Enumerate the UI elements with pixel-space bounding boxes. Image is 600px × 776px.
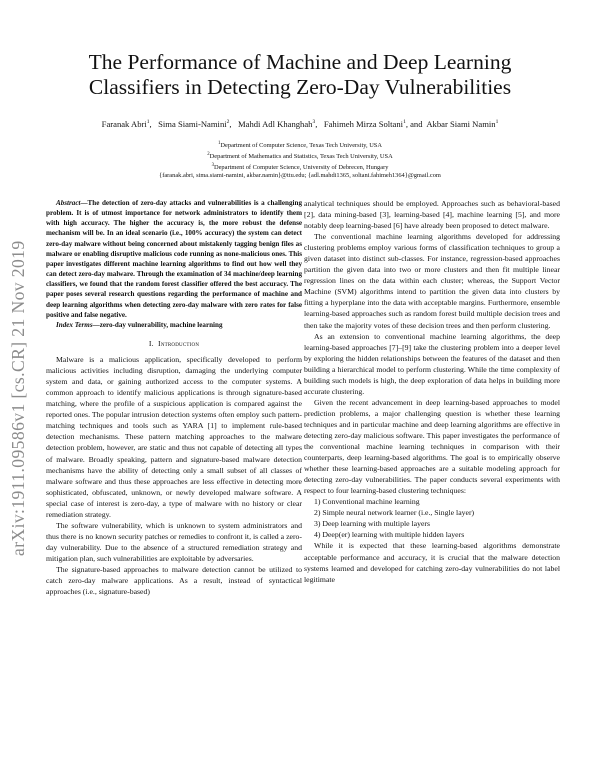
body-paragraph: Malware is a malicious application, specifically developed to perform malicious activities including disruption, damaging the underlying computer system and data, or gaining authorized access to the computer systems. A common approach to identify malicious applications is through signature-based matching, where the profile of a suspicious application is compared against the reported ones. The popular intrusion detection systems often employ such pattern-matching techniques and tools such as YARA [1] to implement rule-based detection mechanisms. These pattern matching approaches to the malware detection problem, however, are static and thus not capable of detecting all types of malware. Broadly speaking, pattern and signature-based malware detection mechanisms have the ability of detecting only a small subset of all classes of malware software and thus these approaches are less effective in detecting more sophisticated, obfuscated, unknown, or newly developed malware software. A special case of interest is zero-day, a type of malware with no history or clear remediation strategy.: [46, 355, 302, 519]
author-affil-mark: 1: [495, 119, 499, 125]
author-affil-mark: 1: [146, 119, 150, 125]
section-number: I.: [148, 339, 154, 349]
list-item: 4) Deep(er) learning with multiple hidden layers: [314, 530, 465, 540]
affiliation-text: Department of Computer Science, Texas Tech University, USA: [220, 142, 382, 150]
abstract-label: Abstract: [56, 199, 81, 207]
list-item: 3) Deep learning with multiple layers: [314, 519, 431, 529]
author-name: Mahdi Adl Khanghah: [237, 118, 313, 129]
title-line-2: Classifiers in Detecting Zero-Day Vulnerabilities: [88, 75, 512, 99]
list-item: 1) Conventional machine learning: [314, 497, 420, 507]
affiliation-text: Department of Mathematics and Statistics, Texas Tech University, USA: [209, 152, 393, 160]
abstract: [46, 198, 302, 320]
section-title: Introduction: [158, 339, 200, 349]
body-paragraph: analytical techniques should be employed. Approaches such as behavioral-based [2], data mining-based [3], learning-based [4], machine learning [5], and more notably deep learning-based [6] have already been proposed to detect malware.: [304, 199, 560, 231]
author-affil-mark: 1: [403, 119, 406, 125]
title-line-1: The Performance of Machine and Deep Learning: [88, 50, 512, 74]
list-item: 2) Simple neural network learner (i.e., Single layer): [314, 508, 475, 518]
author-affil-mark: 3: [312, 119, 316, 125]
author-name: Faranak Abri: [101, 118, 147, 129]
paper-title: [40, 50, 560, 100]
right-column: [304, 198, 560, 585]
affiliation-mark: 2: [207, 151, 210, 157]
author-affil-mark: 2: [226, 119, 230, 125]
index-terms: [46, 320, 302, 330]
body-paragraph: The signature-based approaches to malware detection cannot be utilized to catch zero-day malware applications. As a result, instead of syntactical approaches (i.e., signature-based): [46, 564, 302, 597]
arxiv-stamp: arXiv:1911.09586v1 [cs.CR] 21 Nov 2019: [8, 240, 28, 556]
affiliation-block: [40, 140, 560, 181]
author-name: Fahimeh Mirza Soltani: [323, 118, 404, 129]
abstract-text: —The detection of zero-day attacks and vulnerabilities is a challenging problem. It is of utmost importance for network administrators to identify them with high accuracy. The higher the accuracy is, the more robust the defense mechanism will be. In an ideal scenario (i.e., 100% accuracy) the system can detect zero-day malware without being concerned about mistakenly tagging benign files as malware or enabling disruptive malicious code running as none-malicious ones. This paper investigates different machine learning algorithms to find out how well they can detect zero-day malware. Through the examination of 34 machine/deep learning classifiers, we found that the random forest classifier offered the best accuracy. The paper poses several research questions regarding the performance of machine and deep learning algorithms when detecting zero-day malware with zero rates for false positive and false negative.: [46, 199, 302, 319]
author-emails: {faranak.abri, sima.siami-namini, akbar.namin}@ttu.edu; {adl.mahdi1365, soltani.fahimeh1364}@gmail.com: [159, 172, 441, 180]
index-terms-text: —zero-day vulnerability, machine learning: [92, 320, 223, 329]
index-terms-label: Index Terms: [56, 320, 93, 329]
body-paragraph: As an extension to conventional machine learning algorithms, the deep learning-based approaches [7]–[9] take the clustering problem into a deeper level by exploring the hidden relationships between the features of the dataset and then building a hierarchical model to perform clustering. While the time complexity of building such models is high, the deep exploration of data helps in building more accurate clustering.: [304, 331, 560, 396]
affiliation-line: [40, 162, 560, 173]
affiliation-text: Department of Computer Science, University of Debrecen, Hungary: [213, 163, 389, 171]
affiliation-mark: 1: [218, 141, 221, 146]
body-paragraph: The software vulnerability, which is unknown to system administrators and thus there is no known security patches or remedies to confront it, is called a zero-day vulnerability. Due to the absence of a structured remediation strategy and mitigation plan, such vulnerabilities are exploitable by adversaries.: [46, 520, 302, 563]
author-name: Sima Siami-Namini: [158, 118, 227, 129]
affiliation-mark: 3: [211, 162, 214, 168]
approach-list: [304, 496, 560, 540]
author-list: Faranak Abri$^1$, Sima Siami-Namini$^2$, Mahdi Adl Khanghah$^3$, Fahimeh Mirza Soltani$^1$, and Akbar Siami Namin$^1$: [101, 118, 499, 129]
body-paragraph: The conventional machine learning algorithms developed for addressing clustering problems employ various forms of classification techniques to group a given dataset into distinct sub-classes. For instance, regression-based approaches partition the given data into two or more clusters and then fit multiple linear regression lines on the data within each cluster; whereas, the Support Vector Machine (SVM) algorithms intend to partition the given data into clusters by fitting a hyperplane into the data with acceptable margins. Furthermore, ensemble learning-based approaches such as random forest build multiple decision trees and then take the majority votes of these decision trees and then perform clustering.: [304, 232, 560, 330]
author-name: Akbar Siami Namin: [426, 118, 496, 129]
body-paragraph: Given the recent advancement in deep learning-based approaches to model prediction problems, a major challenging question is whether these learning techniques and in particular machine and deep learning algorithms are effective in detecting zero-day malicious software. This paper investigates the performance of the conventional machine learning techniques in comparison with their counterparts, deep learning-based algorithms. The goal is to empirically observe whether these learning-based approaches are a suitable modeling approach for detecting zero-day vulnerabilities. The paper conducts several experiments with respect to four learning-based clustering techniques:: [304, 397, 560, 496]
body-paragraph: While it is expected that these learning-based algorithms demonstrate acceptable performance and accuracy, it is crucial that the malware detection systems learned and developed for catching zero-day vulnerabilities do not label legitimate: [304, 541, 560, 584]
affiliation-line: [40, 140, 560, 151]
section-heading: [46, 338, 302, 349]
left-column: [46, 198, 302, 597]
affiliation-line: [40, 151, 560, 162]
